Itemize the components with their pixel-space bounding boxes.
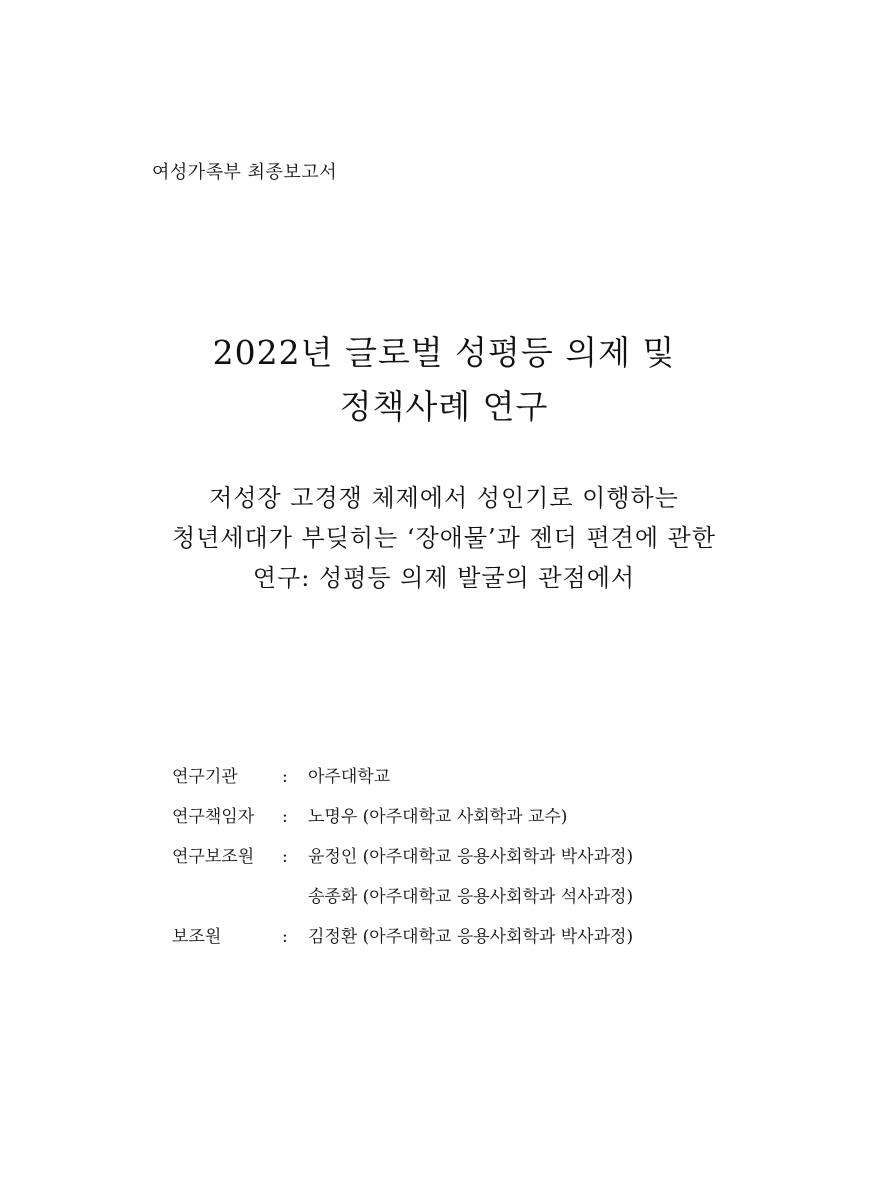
report-title-line-2: 정책사례 연구 xyxy=(339,387,549,426)
research-credits xyxy=(172,762,812,962)
credit-separator: : xyxy=(282,807,288,827)
report-subtitle-line-1: 저성장 고경쟁 체제에서 성인기로 이행하는 xyxy=(209,484,679,512)
report-subtitle-line-3: 연구: 성평등 의제 발굴의 관점에서 xyxy=(252,564,636,592)
report-subtitle xyxy=(0,478,888,598)
report-title-line-1: 2022년 글로벌 성평등 의제 및 xyxy=(212,333,676,372)
credit-value: 노명우 (아주대학교 사회학과 교수) xyxy=(308,807,568,827)
credit-separator: : xyxy=(282,927,288,947)
credit-label: 연구보조원 xyxy=(172,847,255,867)
credit-row-research-assistant-2 xyxy=(172,882,812,922)
report-type-label: 여성가족부 최종보고서 xyxy=(152,162,338,183)
report-title xyxy=(0,326,888,434)
credit-row-principal-investigator xyxy=(172,802,812,842)
credit-value: 김정환 (아주대학교 응용사회학과 박사과정) xyxy=(308,927,634,947)
credit-label: 보조원 xyxy=(172,927,222,947)
credit-row-assistant xyxy=(172,922,812,962)
credit-label: 연구기관 xyxy=(172,767,238,787)
credit-separator: : xyxy=(282,847,288,867)
report-subtitle-line-2: 청년세대가 부딪히는 ‘장애물’과 젠더 편견에 관한 xyxy=(171,524,717,552)
credit-row-research-assistant xyxy=(172,842,812,882)
credit-value: 윤정인 (아주대학교 응용사회학과 박사과정) xyxy=(308,847,634,867)
credit-value: 송종화 (아주대학교 응용사회학과 석사과정) xyxy=(308,887,634,907)
credit-separator: : xyxy=(282,767,288,787)
credit-value: 아주대학교 xyxy=(308,767,391,787)
credit-label: 연구책임자 xyxy=(172,807,255,827)
credit-row-institution xyxy=(172,762,812,802)
